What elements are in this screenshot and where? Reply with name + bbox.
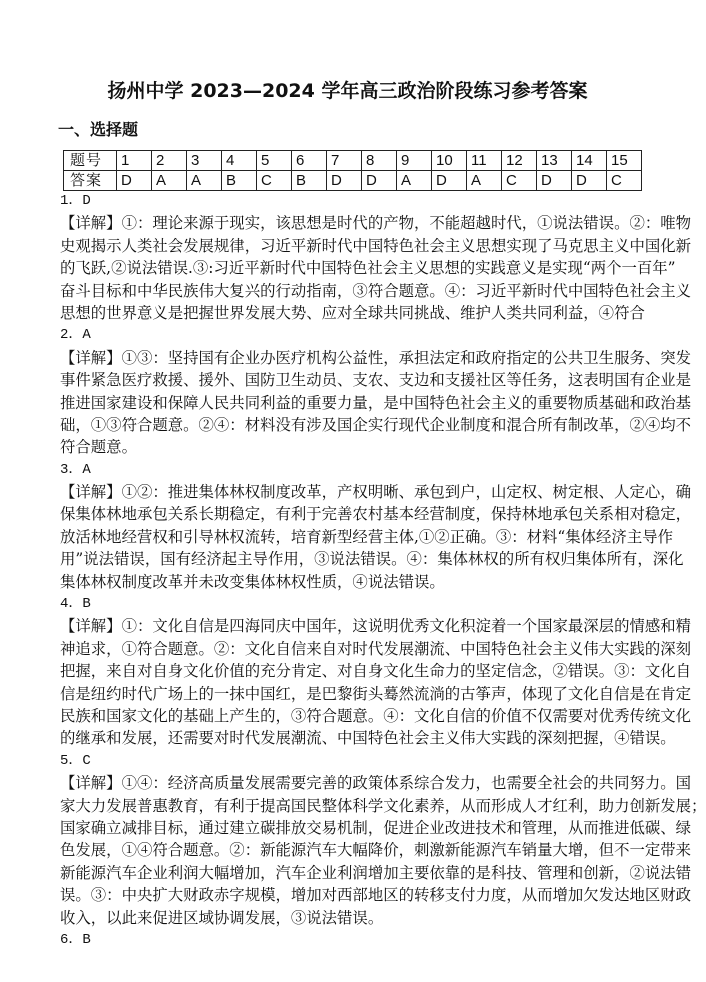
explanation-line: 新能源汽车企业利润大幅增加，汽车企业利润增加主要依靠的是科技、管理和创新，②说法错 xyxy=(60,863,692,882)
answer-cell: D xyxy=(572,171,607,191)
explanation-line: 思想的世界意义是把握世界发展大势、应对全球共同挑战、维护人类共同利益，④符合 xyxy=(60,303,645,322)
question-number-row xyxy=(64,151,642,171)
explanation-line: 把握，来自对自身文化价值的充分肯定、对自身文化生命力的坚定信念，②错误。③：文化自 xyxy=(60,662,692,681)
question-number-cell: 13 xyxy=(537,151,572,171)
answer-cell: C xyxy=(257,171,292,191)
explanation-line: 【详解】①②：推进集体林权制度改革，产权明晰、承包到户，山定权、树定根、人定心，确 xyxy=(60,483,692,502)
question-answer-heading: 6．B xyxy=(60,931,91,948)
explanation-line: 误。③：中央扩大财政赤字规模，增加对西部地区的转移支付力度，从而增加欠发达地区财政 xyxy=(60,886,692,905)
question-number-cell: 3 xyxy=(187,151,222,171)
answer-cell: A xyxy=(187,171,222,191)
answer-cell: D xyxy=(362,171,397,191)
explanation-line: 民族和国家文化的基础上产生的，③符合题意。④：文化自信的价值不仅需要对优秀传统文化 xyxy=(60,706,692,725)
explanation-line: 保集体林地承包关系长期稳定，有利于完善农村基本经营制度，保持林地承包关系相对稳定， xyxy=(60,505,692,524)
explanation-line: 家大力发展普惠教育，有利于提高国民整体科学文化素养，从而形成人才红利，助力创新发展； xyxy=(60,796,706,815)
question-answer-heading: 1．D xyxy=(60,193,91,209)
question-number-cell: 2 xyxy=(152,151,187,171)
explanation-line: 【详解】①：文化自信是四海同庆中国年，这说明优秀文化积淀着一个国家最深层的情感和精 xyxy=(60,617,692,636)
row-header: 答案 xyxy=(64,171,117,191)
question-answer-heading: 4．B xyxy=(60,596,91,613)
answer-cell: B xyxy=(292,171,327,191)
question-number-cell: 15 xyxy=(607,151,642,171)
explanation-line: 【详解】①：理论来源于现实，该思想是时代的产物，不能超越时代，①说法错误。②：唯物 xyxy=(60,214,692,233)
answer-cell: D xyxy=(537,171,572,191)
explanation-line: 础，①③符合题意。②④：材料没有涉及国企实行现代企业制度和混合所有制改革，②④均不 xyxy=(60,415,692,434)
explanation-line: 放活林地经营权和引导林权流转，培育新型经营主体,①②正确。③：材料“集体经济主导作 xyxy=(60,527,673,546)
answer-cell: D xyxy=(117,171,152,191)
question-number-cell: 5 xyxy=(257,151,292,171)
answer-row xyxy=(64,171,642,191)
question-number-cell: 12 xyxy=(502,151,537,171)
answer-cell: C xyxy=(502,171,537,191)
answer-cell: A xyxy=(397,171,432,191)
question-number-cell: 8 xyxy=(362,151,397,171)
answer-cell: D xyxy=(327,171,362,191)
explanation-line: 神追求，①符合题意。②：文化自信来自对时代发展潮流、中国特色社会主义伟大实践的深刻 xyxy=(60,639,692,658)
explanation-line: 收入，以此来促进区域协调发展，③说法错误。 xyxy=(60,908,384,927)
explanation-line: 【详解】①④：经济高质量发展需要完善的政策体系综合发力，也需要全社会的共同努力。国 xyxy=(60,774,692,793)
question-number-cell: 11 xyxy=(467,151,502,171)
answer-table xyxy=(63,150,642,191)
answer-cell: D xyxy=(432,171,467,191)
page-title: 扬州中学 2023—2024 学年高三政治阶段练习参考答案 xyxy=(107,80,588,102)
explanation-line: 【详解】①③：坚持国有企业办医疗机构公益性，承担法定和政府指定的公共卫生服务、突发 xyxy=(60,348,692,367)
answer-cell: B xyxy=(222,171,257,191)
question-number-cell: 6 xyxy=(292,151,327,171)
question-number-cell: 1 xyxy=(117,151,152,171)
section-heading: 一、选择题 xyxy=(58,120,139,139)
explanation-line: 色发展，①④符合题意。②：新能源汽车大幅降价，刺激新能源汽车销量大增，但不一定带来 xyxy=(60,841,692,860)
question-number-cell: 4 xyxy=(222,151,257,171)
explanation-line: 史观揭示人类社会发展规律，习近平新时代中国特色社会主义思想实现了马克思主义中国化新 xyxy=(60,236,692,255)
question-number-cell: 10 xyxy=(432,151,467,171)
question-number-cell: 9 xyxy=(397,151,432,171)
explanation-line: 奋斗目标和中华民族伟大复兴的行动指南，③符合题意。④：习近平新时代中国特色社会主义 xyxy=(60,281,692,300)
explanation-line: 国家确立减排目标，通过建立碳排放交易机制，促进企业改进技术和管理，从而推进低碳、绿 xyxy=(60,818,692,837)
answer-explanations xyxy=(60,190,706,951)
explanation-line: 用”说法错误，国有经济起主导作用，③说法错误。④：集体林权的所有权归集体所有，深化 xyxy=(60,550,684,569)
question-answer-heading: 5．C xyxy=(60,752,91,769)
explanation-line: 的飞跃,②说法错误.③:习近平新时代中国特色社会主义思想的实践意义是实现“两个一百年” xyxy=(60,259,676,278)
explanation-line: 的继承和发展，还需要对时代发展潮流、中国特色社会主义伟大实践的深刻把握，④错误。 xyxy=(60,729,676,748)
answer-cell: A xyxy=(467,171,502,191)
explanation-line: 信是纽约时代广场上的一抹中国红，是巴黎街头蓦然流淌的古筝声，体现了文化自信是在肯定 xyxy=(60,684,692,703)
answer-cell: C xyxy=(607,171,642,191)
question-number-cell: 7 xyxy=(327,151,362,171)
explanation-line: 符合题意。 xyxy=(60,438,137,457)
question-answer-heading: 3．A xyxy=(60,461,91,478)
answer-cell: A xyxy=(152,171,187,191)
question-answer-heading: 2．A xyxy=(60,327,91,344)
explanation-line: 集体林权制度改革并未改变集体林权性质，④说法错误。 xyxy=(60,572,445,591)
row-header: 题号 xyxy=(64,151,117,171)
explanation-line: 事件紧急医疗救援、援外、国防卫生动员、支农、支边和支援社区等任务，这表明国有企业是 xyxy=(60,371,692,390)
explanation-line: 推进国家建设和保障人民共同利益的重要力量，是中国特色社会主义的重要物质基础和政治基 xyxy=(60,393,692,412)
question-number-cell: 14 xyxy=(572,151,607,171)
